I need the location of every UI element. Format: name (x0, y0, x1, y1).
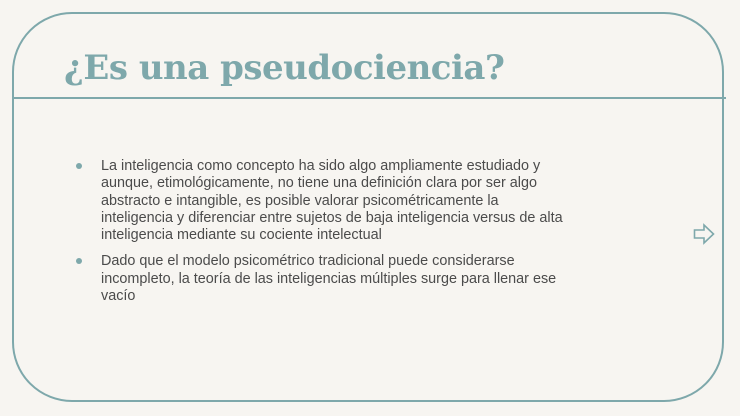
bullet-dot-icon (76, 258, 82, 264)
arrow-right-outline-icon[interactable] (692, 222, 716, 246)
slide-title: ¿Es una pseudociencia? (64, 48, 505, 88)
bullet-list (76, 158, 566, 314)
bullet-text: Dado que el modelo psicométrico tradicional puede considerarse incompleto, la teoría de las inteligencias múltiples surge para llenar ese vacío (101, 253, 557, 305)
title-divider (13, 97, 726, 99)
bullet-item (76, 158, 566, 244)
bullet-item (76, 253, 566, 305)
bullet-dot-icon (76, 163, 82, 169)
bullet-text: La inteligencia como concepto ha sido algo ampliamente estudiado y aunque, etimológicamente, no tiene una definición clara por ser algo abstracto e intangible, es posible valorar psicométricamente la inteligencia y diferenciar entre sujetos de baja inteligencia versus de alta inteligencia mediante su cociente intelectual (101, 158, 563, 244)
